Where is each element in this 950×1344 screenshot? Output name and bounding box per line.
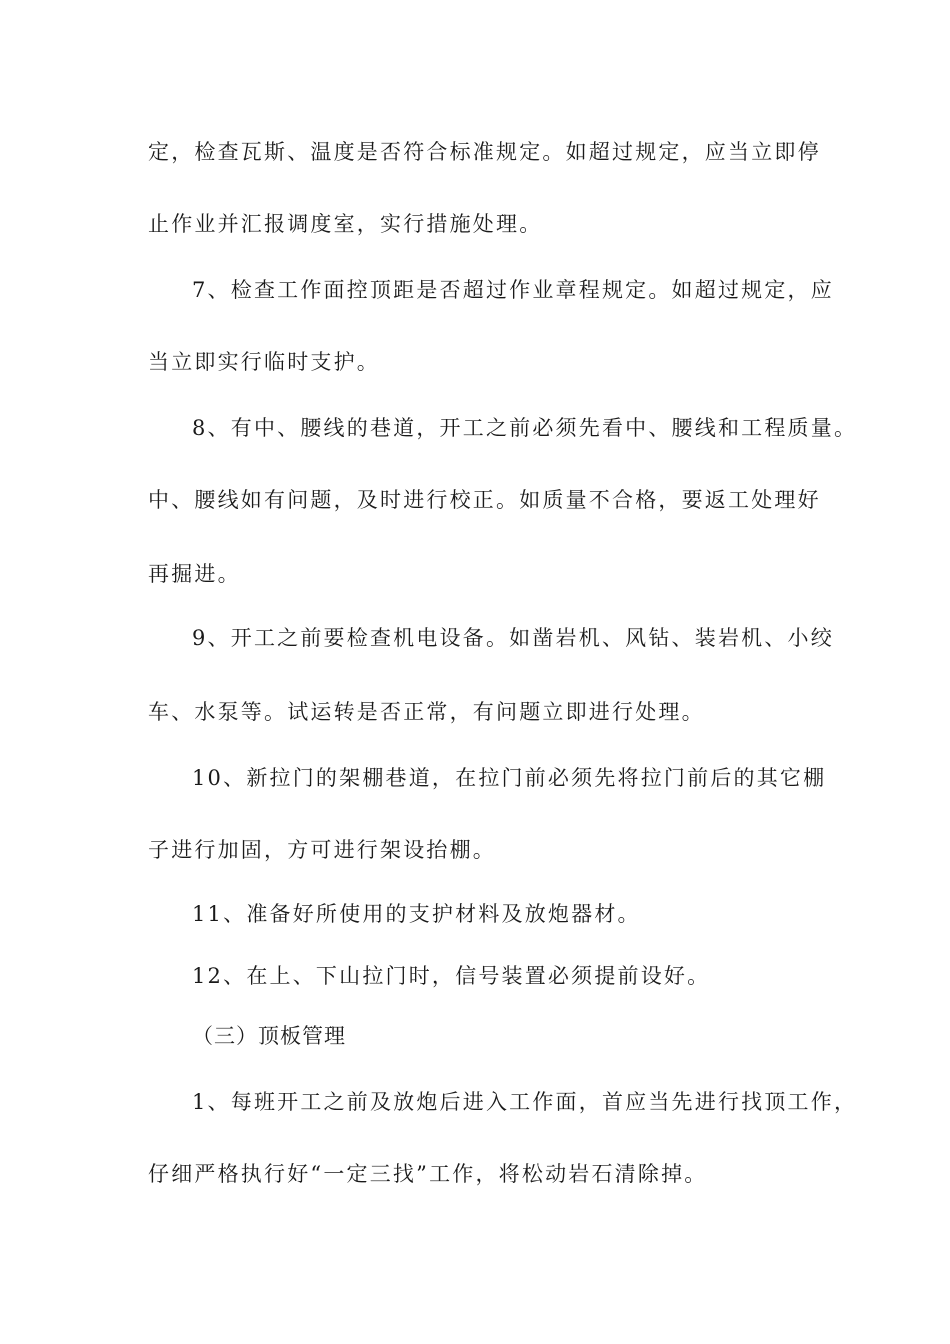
- item-8-line-3: 再掘进。: [148, 562, 241, 586]
- roof-item-1-line-1: 1、每班开工之前及放炮后进入工作面，首应当先进行找顶工作，: [192, 1090, 858, 1114]
- item-8-line-1: 8、有中、腰线的巷道，开工之前必须先看中、腰线和工程质量。: [192, 416, 858, 440]
- item-8-line-2: 中、腰线如有问题，及时进行校正。如质量不合格，要返工处理好: [148, 488, 821, 512]
- roof-item-1-line-2: 仔细严格执行好“一定三找”工作，将松动岩石清除掉。: [148, 1162, 708, 1186]
- text-line-2: 止作业并汇报调度室，实行措施处理。: [148, 212, 543, 236]
- item-10-line-1: 10、新拉门的架棚巷道，在拉门前必须先将拉门前后的其它棚: [192, 766, 827, 790]
- item-7-line-1: 7、检查工作面控顶距是否超过作业章程规定。如超过规定，应: [192, 278, 834, 302]
- item-9-line-1: 9、开工之前要检查机电设备。如凿岩机、风钻、装岩机、小绞: [192, 626, 834, 650]
- text-line-1: 定，检查瓦斯、温度是否符合标准规定。如超过规定，应当立即停: [148, 140, 821, 164]
- item-11: 11、准备好所使用的支护材料及放炮器材。: [192, 902, 641, 926]
- item-9-line-2: 车、水泵等。试运转是否正常，有问题立即进行处理。: [148, 700, 705, 724]
- item-12: 12、在上、下山拉门时，信号装置必须提前设好。: [192, 964, 711, 988]
- section-heading-roof-management: （三）顶板管理: [192, 1024, 346, 1048]
- item-10-line-2: 子进行加固，方可进行架设抬棚。: [148, 838, 496, 862]
- item-7-line-2: 当立即实行临时支护。: [148, 350, 380, 374]
